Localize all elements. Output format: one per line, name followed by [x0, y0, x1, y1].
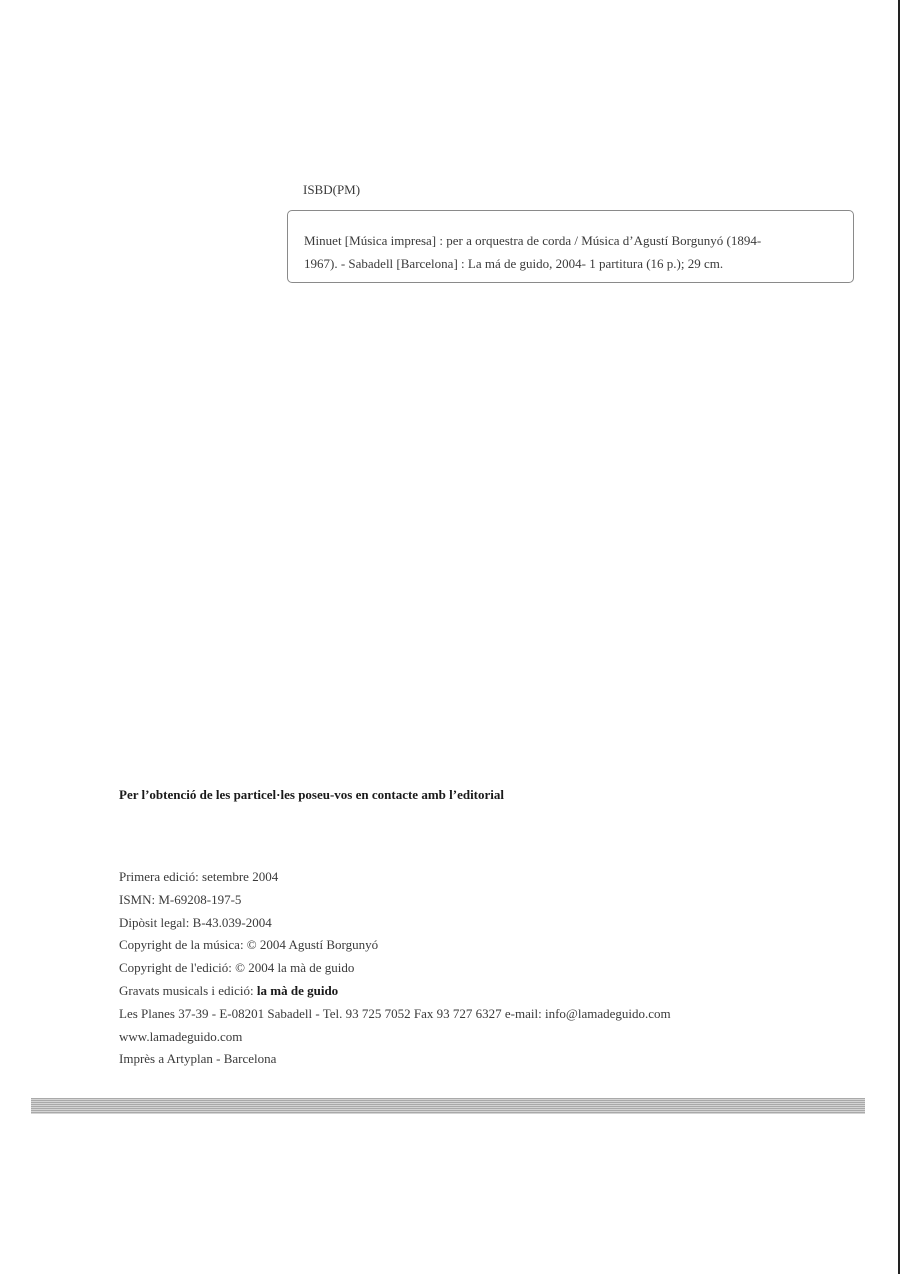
- parts-contact-notice: Per l’obtenció de les particel·les poseu-vos en contacte amb l’editorial: [119, 787, 504, 802]
- address-contact-line: Les Planes 37-39 - E-08201 Sabadell - Tel. 93 725 7052 Fax 93 727 6327 e-mail: info@lamadeguido.com: [119, 1005, 671, 1021]
- isbd-standard-label: ISBD(PM): [303, 182, 361, 197]
- legal-deposit-line: Dipòsit legal: B-43.039-2004: [119, 914, 272, 930]
- catalog-record-line-1: Minuet [Música impresa] : per a orquestra de corda / Música d’Agustí Borgunyó (1894-: [304, 233, 762, 248]
- engraving-publisher: la mà de guido: [256, 982, 339, 998]
- footer-rule: [31, 1098, 865, 1114]
- printer-line: Imprès a Artyplan - Barcelona: [119, 1051, 277, 1067]
- imprint-block: [119, 866, 671, 1071]
- engraving-line: [119, 980, 671, 1003]
- catalog-record-line-2: 1967). - Sabadell [Barcelona] : La má de guido, 2004- 1 partitura (16 p.); 29 cm.: [304, 256, 724, 271]
- engraving-prefix: Gravats musicals i edició:: [119, 982, 257, 998]
- edition-copyright-line: Copyright de l'edició: © 2004 la mà de guido: [119, 960, 355, 976]
- first-edition-line: Primera edició: setembre 2004: [119, 869, 279, 884]
- catalog-record-box: [287, 210, 854, 283]
- ismn-line: ISMN: M-69208-197-5: [119, 891, 242, 907]
- website-line: www.lamadeguido.com: [119, 1028, 243, 1044]
- music-copyright-line: Copyright de la música: © 2004 Agustí Borgunyó: [119, 937, 379, 953]
